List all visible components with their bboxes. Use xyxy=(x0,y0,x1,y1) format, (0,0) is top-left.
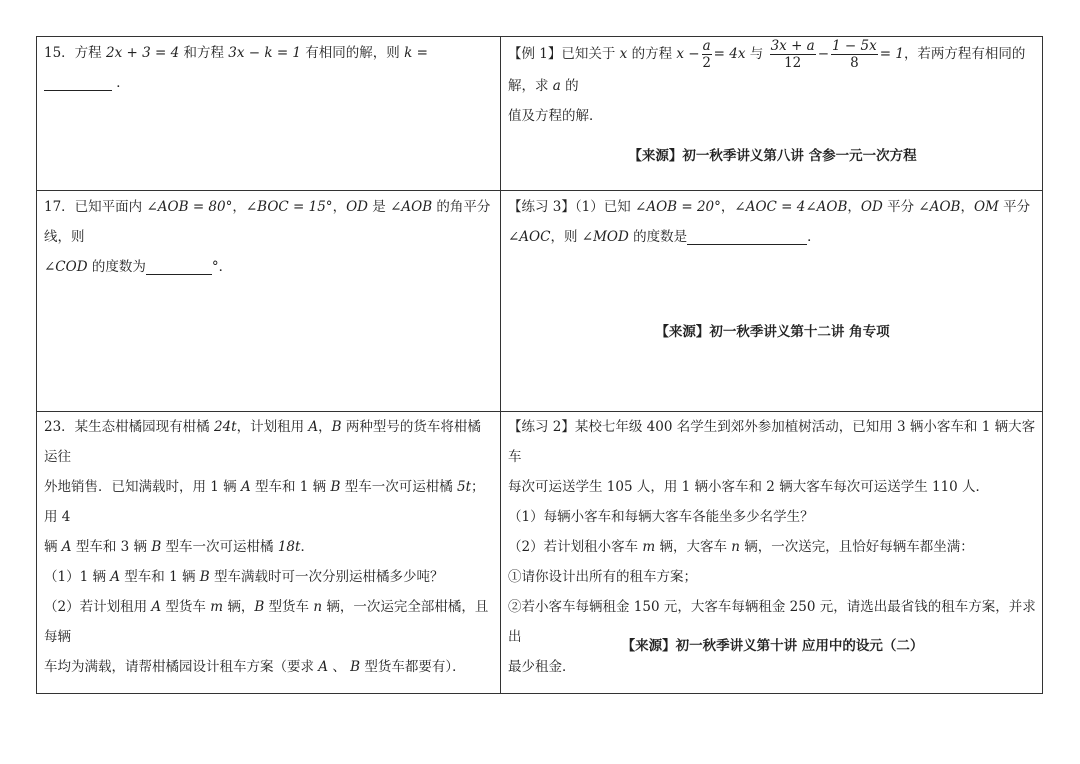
source-label-1: 【来源】初一秋季讲义第八讲 含参一元一次方程 xyxy=(628,148,917,164)
math-expression: ∠BOC = 15° xyxy=(245,199,333,215)
text-segment: 车均为满载，请帮柑橘园设计租车方案（要求 xyxy=(44,659,319,675)
math-expression: n xyxy=(731,539,740,555)
text-line xyxy=(508,222,1036,252)
math-expression: n xyxy=(313,599,323,615)
text-segment: 的度数是 xyxy=(628,229,688,245)
math-expression: B xyxy=(330,479,341,495)
text-segment: 型货车都要有）． xyxy=(360,659,466,675)
text-segment: 的 xyxy=(560,78,579,94)
text-segment: ①请你设计出所有的租车方案； xyxy=(508,569,697,585)
fraction-denominator: 12 xyxy=(784,55,802,71)
math-expression: B xyxy=(350,659,361,675)
math-expression: m xyxy=(642,539,656,555)
text-line xyxy=(508,101,1036,131)
text-line xyxy=(44,38,494,98)
text-segment: 23．某生态柑橘园现有柑橘 xyxy=(44,419,214,435)
text-line xyxy=(44,472,494,532)
text-segment: 辆，一次运完全部柑橘，且每辆 xyxy=(44,599,489,645)
text-segment: 型货车 xyxy=(264,599,314,615)
text-segment: 17．已知平面内 xyxy=(44,199,147,215)
math-expression: A xyxy=(240,479,251,495)
math-expression: x − xyxy=(676,46,700,62)
math-expression: ∠AOB = 80° xyxy=(146,199,233,215)
text-segment: 型车和 1 辆 xyxy=(120,569,200,585)
text-segment: 和方程 xyxy=(179,45,229,61)
text-segment: 最少租金． xyxy=(508,659,576,675)
answer-blank[interactable] xyxy=(687,230,807,245)
text-segment: ；用 4 xyxy=(44,479,485,525)
text-line xyxy=(44,252,494,282)
text-segment: 型车满载时可一次分别运柑橘多少吨？ xyxy=(209,569,444,585)
text-segment: ②若小客车每辆租金 150 元，大客车每辆租金 250 元，请选出最省钱的租车方案，并求出 xyxy=(508,599,1036,645)
text-segment: （2）若计划租用 xyxy=(44,599,152,615)
text-segment: 值及方程的解． xyxy=(508,108,603,124)
math-expression: ∠AOB xyxy=(390,199,433,215)
text-segment: 的度数为 xyxy=(87,259,146,275)
text-line xyxy=(508,412,1036,472)
math-expression: B xyxy=(151,539,162,555)
fraction xyxy=(831,38,878,71)
column-divider xyxy=(500,36,501,694)
text-segment: 【练习 3】（1）已知 xyxy=(508,199,636,215)
text-segment: 、 xyxy=(328,659,351,675)
fraction-numerator: 1 − 5x xyxy=(832,38,877,54)
text-segment: ，计划租用 xyxy=(236,419,309,435)
text-segment: 15．方程 xyxy=(44,45,106,61)
text-segment: 辆 xyxy=(44,539,62,555)
math-expression: 24t xyxy=(213,419,237,435)
problem-17 xyxy=(44,192,494,282)
text-segment: 型货车 xyxy=(161,599,211,615)
text-segment: 的角平分线，则 xyxy=(44,199,491,245)
answer-blank[interactable] xyxy=(44,76,112,91)
text-segment: 平分 xyxy=(882,199,919,215)
math-expression: OD xyxy=(346,199,368,215)
text-segment: 【例 1】已知关于 xyxy=(508,46,620,62)
math-expression: A xyxy=(110,569,121,585)
fraction xyxy=(770,38,816,71)
text-segment: 辆， xyxy=(223,599,255,615)
text-segment: ． xyxy=(300,539,314,555)
text-line xyxy=(508,38,1036,101)
text-line xyxy=(44,532,494,562)
math-expression: 2x + 3 = 4 xyxy=(105,45,180,61)
math-expression: OD xyxy=(860,199,883,215)
text-line xyxy=(44,652,494,682)
math-expression: B xyxy=(199,569,210,585)
text-segment: 两种型号的货车将柑橘运往 xyxy=(44,419,481,465)
text-segment: 型车一次可运柑橘 xyxy=(340,479,457,495)
math-expression: m xyxy=(210,599,224,615)
text-segment: − xyxy=(817,46,830,62)
text-segment: ，则 xyxy=(550,229,582,245)
math-expression: OM xyxy=(973,199,999,215)
math-expression: A xyxy=(151,599,162,615)
math-expression: ∠AOC = 4∠AOB xyxy=(734,199,848,215)
answer-blank[interactable] xyxy=(146,260,212,275)
text-segment: ， xyxy=(847,199,861,215)
fraction-numerator: a xyxy=(702,38,711,54)
text-segment: 外地销售．已知满载时，用 1 辆 xyxy=(44,479,241,495)
text-segment: 型车一次可运柑橘 xyxy=(161,539,278,555)
text-line xyxy=(44,192,494,252)
math-expression: ∠AOB = 20° xyxy=(635,199,721,215)
math-expression: x xyxy=(619,46,628,62)
text-segment: ， xyxy=(232,199,246,215)
fraction-denominator: 8 xyxy=(850,55,859,71)
text-segment: ． xyxy=(112,75,130,91)
fraction-numerator: 3x + a xyxy=(770,38,815,54)
text-segment: 有相同的解，则 xyxy=(301,45,405,61)
text-segment: ， xyxy=(720,199,735,215)
text-segment: 平分 xyxy=(998,199,1031,215)
math-expression: A xyxy=(318,659,329,675)
fraction-denominator: 2 xyxy=(702,55,711,71)
math-expression: ∠AOC xyxy=(508,229,551,245)
math-expression: a xyxy=(552,78,561,94)
text-line xyxy=(508,502,1036,532)
text-segment: 是 xyxy=(367,199,391,215)
text-segment: ， xyxy=(332,199,347,215)
text-segment: 【练习 2】某校七年级 400 名学生到郊外参加植树活动，已知用 3 辆小客车和 1 辆大客车 xyxy=(508,419,1036,465)
row-divider-1 xyxy=(36,190,1043,191)
text-segment: ， xyxy=(318,419,332,435)
text-line xyxy=(44,412,494,472)
source-label-2: 【来源】初一秋季讲义第十二讲 角专项 xyxy=(655,324,890,340)
problem-23 xyxy=(44,412,494,682)
text-segment: （1）1 辆 xyxy=(44,569,111,585)
math-expression: A xyxy=(308,419,319,435)
text-segment: 每次可运送学生 105 人，用 1 辆小客车和 2 辆大客车每次可运送学生 110 人． xyxy=(508,479,990,495)
text-segment: 型车和 1 辆 xyxy=(250,479,331,495)
math-expression: 18t xyxy=(277,539,301,555)
text-segment: 辆，大客车 xyxy=(655,539,732,555)
text-segment: 的方程 xyxy=(627,46,677,62)
math-expression: = 1 xyxy=(879,46,904,62)
math-expression: k = xyxy=(404,45,428,61)
text-segment: 型车和 3 辆 xyxy=(71,539,152,555)
text-line xyxy=(508,532,1036,562)
worksheet-table xyxy=(36,36,1043,694)
text-line xyxy=(44,592,494,652)
math-expression: ∠AOB xyxy=(918,199,961,215)
math-expression: 3x − k = 1 xyxy=(228,45,302,61)
text-segment: （2）若计划租小客车 xyxy=(508,539,643,555)
source-label-3: 【来源】初一秋季讲义第十讲 应用中的设元（二） xyxy=(621,638,924,654)
text-line xyxy=(508,562,1036,592)
text-segment: ． xyxy=(807,229,821,245)
math-expression: = 4x xyxy=(713,46,746,62)
math-expression: 5t xyxy=(457,479,472,495)
text-segment: 辆，一次送完，且恰好每辆车都坐满： xyxy=(740,539,974,555)
text-segment: 与 xyxy=(745,46,768,62)
text-segment: （1）每辆小客车和每辆大客车各能坐多少名学生？ xyxy=(508,509,814,525)
problem-15 xyxy=(44,38,494,98)
math-expression: B xyxy=(254,599,265,615)
text-line xyxy=(508,472,1036,502)
practice-3 xyxy=(508,192,1036,252)
text-line xyxy=(508,192,1036,222)
text-line xyxy=(44,562,494,592)
text-segment: ， xyxy=(960,199,974,215)
math-expression: A xyxy=(61,539,72,555)
math-expression: B xyxy=(331,419,342,435)
text-line xyxy=(508,652,1036,682)
fraction xyxy=(702,38,712,71)
math-expression: ∠COD xyxy=(44,259,88,275)
math-expression: ∠MOD xyxy=(581,229,629,245)
text-segment: °． xyxy=(211,259,233,275)
example-1 xyxy=(508,38,1036,131)
text-segment: ，若两方程有相同的解，求 xyxy=(508,46,1026,94)
